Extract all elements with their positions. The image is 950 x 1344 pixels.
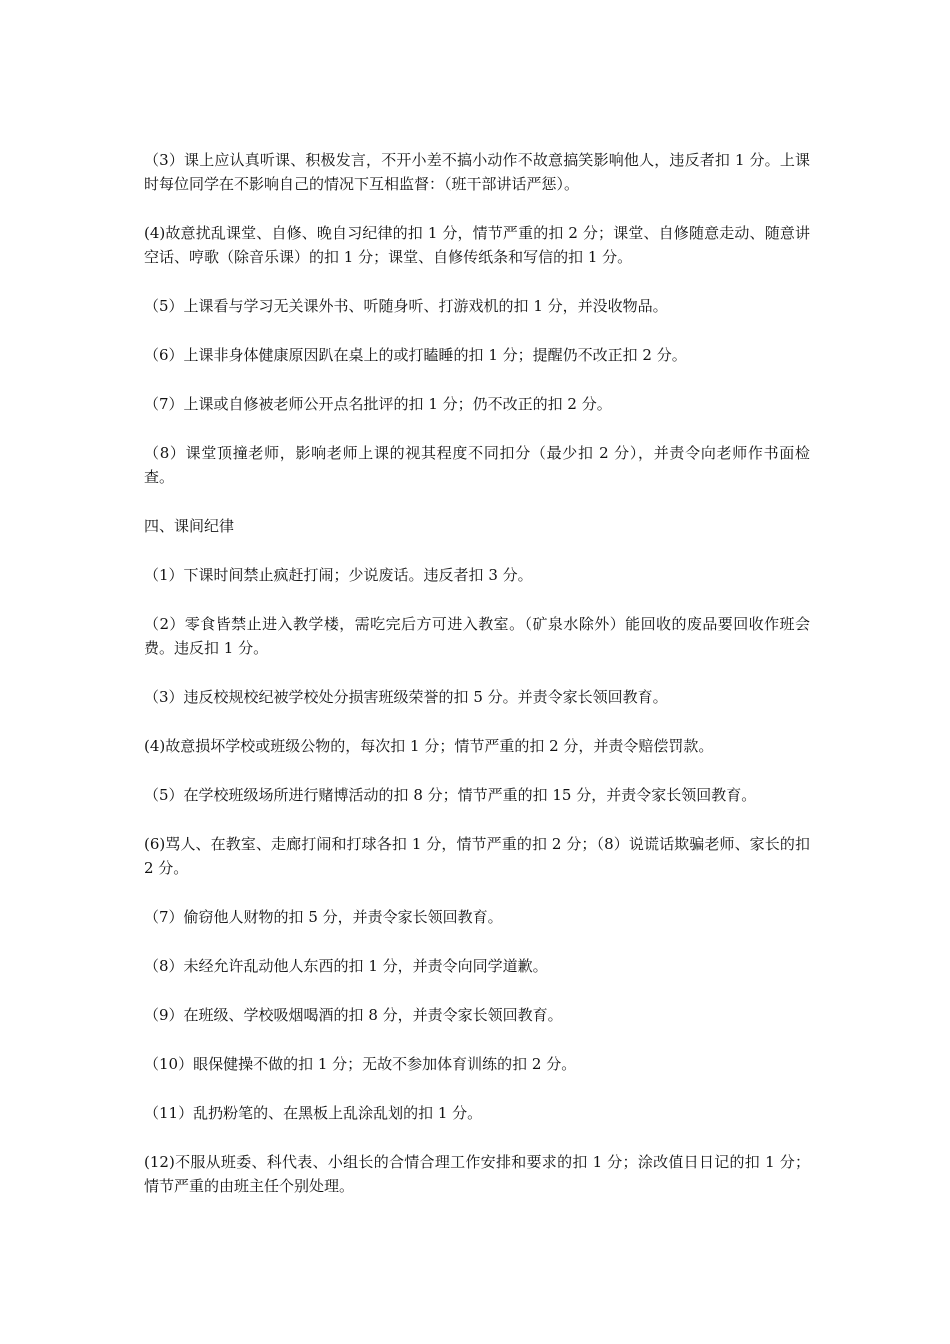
rule-paragraph: （7）上课或自修被老师公开点名批评的扣 1 分；仍不改正的扣 2 分。 bbox=[144, 395, 612, 413]
rule-paragraph: （8）未经允许乱动他人东西的扣 1 分，并责令向同学道歉。 bbox=[144, 957, 548, 975]
rule-paragraph: （1）下课时间禁止疯赶打闹；少说废话。违反者扣 3 分。 bbox=[144, 566, 533, 584]
rule-paragraph: （5）上课看与学习无关课外书、听随身听、打游戏机的扣 1 分，并没收物品。 bbox=[144, 297, 668, 315]
rule-paragraph: （3）课上应认真听课、积极发言，不开小差不搞小动作不故意搞笑影响他人，违反者扣 1 分。上课时每位同学在不影响自己的情况下互相监督：（班干部讲话严惩）。 bbox=[144, 151, 810, 193]
rule-paragraph: （5）在学校班级场所进行赌博活动的扣 8 分；情节严重的扣 15 分，并责令家长领回教育。 bbox=[144, 786, 757, 804]
rule-paragraph: (4)故意损坏学校或班级公物的，每次扣 1 分；情节严重的扣 2 分，并责令赔偿罚款。 bbox=[144, 737, 714, 755]
rule-paragraph: （2）零食皆禁止进入教学楼，需吃完后方可进入教室。（矿泉水除外）能回收的废品要回收作班会费。违反扣 1 分。 bbox=[144, 615, 810, 657]
section-heading: 四、课间纪律 bbox=[144, 517, 235, 535]
document-body bbox=[144, 148, 810, 1223]
rule-paragraph: （3）违反校规校纪被学校处分损害班级荣誉的扣 5 分。并责令家长领回教育。 bbox=[144, 688, 668, 706]
rule-paragraph: (4)故意扰乱课堂、自修、晚自习纪律的扣 1 分，情节严重的扣 2 分；课堂、自修随意走动、随意讲空话、哼歌（除音乐课）的扣 1 分；课堂、自修传纸条和写信的扣 1 分。 bbox=[144, 224, 810, 266]
rule-paragraph: （9）在班级、学校吸烟喝酒的扣 8 分，并责令家长领回教育。 bbox=[144, 1006, 563, 1024]
rule-paragraph: （7）偷窃他人财物的扣 5 分，并责令家长领回教育。 bbox=[144, 908, 503, 926]
rule-paragraph: （6）上课非身体健康原因趴在桌上的或打瞌睡的扣 1 分；提醒仍不改正扣 2 分。 bbox=[144, 346, 687, 364]
rule-paragraph: (12)不服从班委、科代表、小组长的合情合理工作安排和要求的扣 1 分；涂改值日日记的扣 1 分；情节严重的由班主任个别处理。 bbox=[144, 1153, 810, 1195]
rule-paragraph: （11）乱扔粉笔的、在黑板上乱涂乱划的扣 1 分。 bbox=[144, 1104, 483, 1122]
rule-paragraph: （10）眼保健操不做的扣 1 分；无故不参加体育训练的扣 2 分。 bbox=[144, 1055, 577, 1073]
rule-paragraph: (6)骂人、在教室、走廊打闹和打球各扣 1 分，情节严重的扣 2 分；（8）说谎话欺骗老师、家长的扣 2 分。 bbox=[144, 835, 810, 877]
rule-paragraph: （8）课堂顶撞老师，影响老师上课的视其程度不同扣分（最少扣 2 分），并责令向老师作书面检查。 bbox=[144, 444, 810, 486]
